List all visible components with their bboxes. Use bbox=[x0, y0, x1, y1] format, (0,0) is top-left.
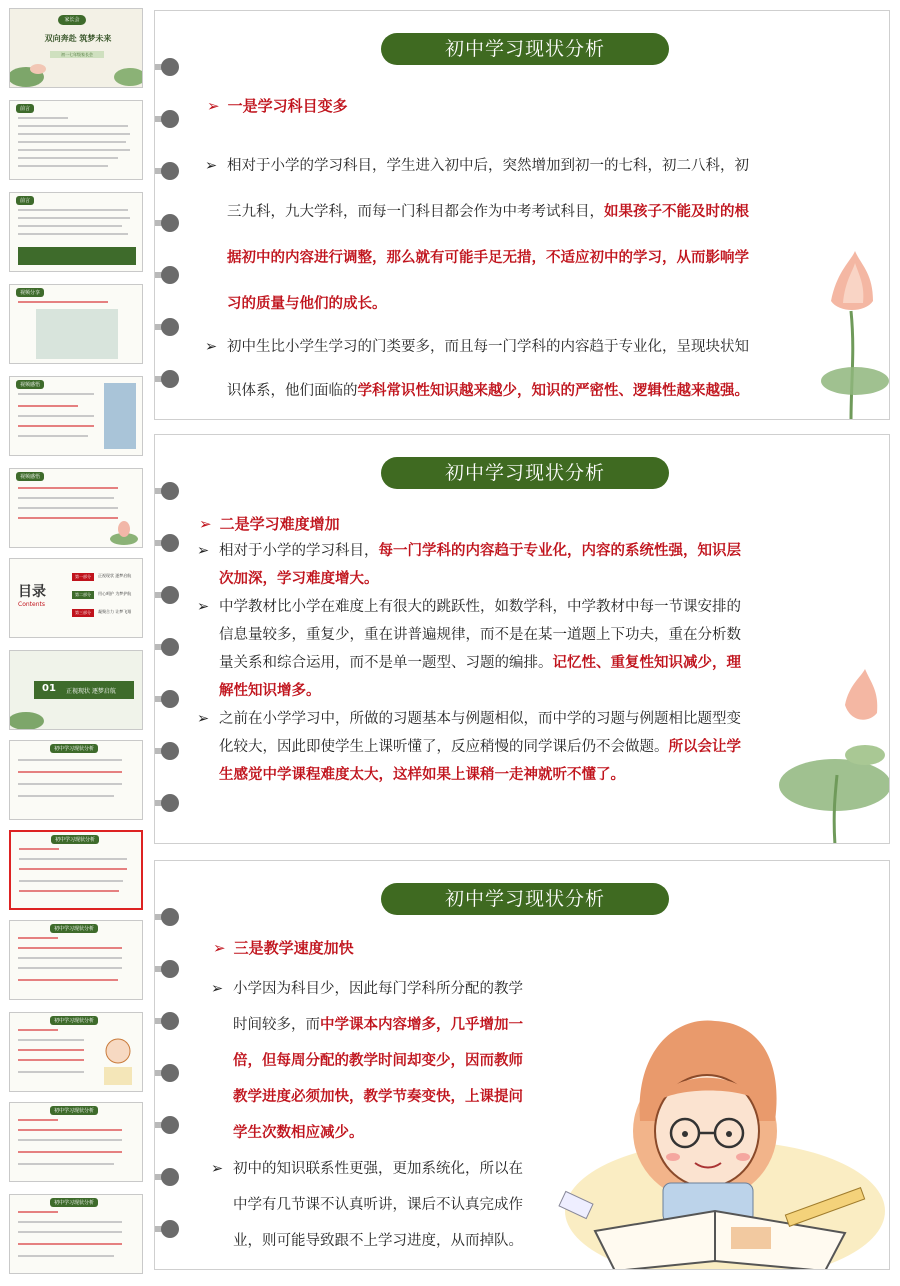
arrow-bullet-icon: ➢ bbox=[207, 97, 220, 115]
lotus-leaf-icon bbox=[10, 55, 50, 88]
thumb1-badge: 家长会 bbox=[58, 15, 86, 25]
arrow-bullet-icon: ➢ bbox=[205, 339, 218, 355]
slide-panel-1[interactable] bbox=[154, 10, 890, 420]
paragraph-2: ➢ 初中生比小学生学习的门类要多，而且每一门学科的内容趋于专业化，呈现块状知 识体系，他们面临的学科常识性知识越来越少，知识的严密性、逻辑性越来越强。 bbox=[227, 325, 787, 413]
thumbnail-slide-1[interactable] bbox=[9, 8, 143, 88]
thumb7-heading-en: Contents bbox=[18, 601, 45, 608]
arrow-bullet-icon: ➢ bbox=[197, 599, 210, 615]
paragraph-1: ➢ 相对于小学的学习科目，每一门学科的内容趋于专业化，内容的系统性强，知识层 次加深，学习难度增大。 bbox=[219, 537, 779, 593]
lotus-leaf-icon bbox=[110, 55, 143, 88]
thumbnail-slide-9[interactable]: 初中学习现状分析 bbox=[9, 740, 143, 820]
arrow-bullet-icon: ➢ bbox=[213, 939, 226, 957]
lotus-leaf-icon bbox=[10, 701, 50, 730]
notebook-rings bbox=[154, 861, 189, 1269]
thumbnail-slide-13[interactable]: 初中学习现状分析 bbox=[9, 1102, 143, 1182]
section-heading: ➢ 三是教学速度加快 bbox=[213, 939, 354, 957]
thumbnail-slide-8[interactable] bbox=[9, 650, 143, 730]
section-heading: ➢ 二是学习难度增加 bbox=[199, 515, 340, 533]
slide-title: 初中学习现状分析 bbox=[381, 883, 669, 915]
thumb1-subtitle: 初一七年级家长会 bbox=[50, 51, 104, 58]
arrow-bullet-icon: ➢ bbox=[197, 711, 210, 727]
girl-illustration-icon bbox=[96, 1033, 138, 1089]
paragraph-2: ➢ 中学教材比小学在难度上有很大的跳跃性，如数学科，中学教材中每一节课安排的 信息量较多，重复少，重在讲普遍规律，而不是在某一道题上下功夫，重在分析数 量关系和综合运用，而不是单一题型、习题的编排。记忆性、重复性知识减少，理 解性知识增多。 bbox=[219, 593, 779, 705]
slide-thumbnail-panel bbox=[0, 0, 148, 1286]
thumb7-heading: 目录 bbox=[18, 584, 46, 600]
arrow-bullet-icon: ➢ bbox=[197, 543, 210, 559]
thumbnail-slide-10[interactable]: 初中学习现状分析 bbox=[9, 830, 143, 910]
paragraph-2: ➢ 初中的知识联系性更强，更加系统化，所以在 中学有几节课不认真听讲，课后不认真完成作 业，则可能导致跟不上学习进度，从而掉队。 bbox=[233, 1151, 563, 1259]
thumbnail-slide-5[interactable]: 视频感悟 bbox=[9, 376, 143, 456]
thumbnail-slide-2[interactable]: 前言 bbox=[9, 100, 143, 180]
thumbnail-slide-6[interactable]: 视频感悟 bbox=[9, 468, 143, 548]
thumbnail-slide-12[interactable]: 初中学习现状分析 bbox=[9, 1012, 143, 1092]
paragraph-3: ➢ 之前在小学学习中，所做的习题基本与例题相似，而中学的习题与例题相比题型变 化较大，因此即使学生上课听懂了，反应稍慢的同学课后仍不会做题。所以会让学 生感觉中学课程难度太大，这样如果上课稍一走神就听不懂了。 bbox=[219, 705, 779, 789]
thumb8-number: 01 bbox=[42, 683, 56, 694]
paragraph-1: ➢ 小学因为科目少，因此每门学科所分配的教学 时间较多，而中学课本内容增多，几乎增加一 倍，但每周分配的教学时间却变少，因而教师 教学进度必须加快，教学节奏变快，上课提问 学生次数相应减少。 bbox=[233, 971, 563, 1151]
thumbnail-slide-3[interactable]: 前言 bbox=[9, 192, 143, 272]
lotus-flower-icon bbox=[811, 241, 890, 420]
arrow-bullet-icon: ➢ bbox=[199, 515, 212, 533]
notebook-rings bbox=[154, 435, 189, 843]
arrow-bullet-icon: ➢ bbox=[211, 1161, 224, 1177]
slide-title: 初中学习现状分析 bbox=[381, 457, 669, 489]
thumbnail-slide-7[interactable]: 目录 Contents 第一部分 正视现状 逐梦启航 第二部分 用心呵护 为梦护航 第三部分 凝聚合力 让梦飞翔 bbox=[9, 558, 143, 638]
notebook-rings bbox=[154, 11, 189, 419]
thumbnail-slide-4[interactable]: 视频分享 bbox=[9, 284, 143, 364]
arrow-bullet-icon: ➢ bbox=[211, 981, 224, 997]
lotus-leaf-icon bbox=[775, 665, 890, 844]
slide-title: 初中学习现状分析 bbox=[381, 33, 669, 65]
paragraph-1: ➢ 相对于小学的学习科目，学生进入初中后，突然增加到初一的七科，初二八科，初 三九科，九大学科，而每一门科目都会作为中考考试科目，如果孩子不能及时的根 据初中的内容进行调整，那么就有可能手足无措，不适应初中的学习，从而影响学 习的质量与他们的成长。 bbox=[227, 143, 787, 327]
thumb1-title: 双向奔赴 筑梦未来 bbox=[44, 34, 112, 43]
thumbnail-slide-14[interactable]: 初中学习现状分析 bbox=[9, 1194, 143, 1274]
thumbnail-slide-11[interactable]: 初中学习现状分析 bbox=[9, 920, 143, 1000]
girl-reading-illustration-icon bbox=[555, 961, 890, 1270]
slide-panel-3[interactable] bbox=[154, 860, 890, 1270]
slide-panel-2[interactable] bbox=[154, 434, 890, 844]
lotus-flower-icon bbox=[106, 519, 142, 547]
arrow-bullet-icon: ➢ bbox=[205, 158, 218, 174]
thumb8-title: 正视现状 逐梦启航 bbox=[66, 688, 116, 695]
section-heading: ➢ 一是学习科目变多 bbox=[207, 97, 348, 115]
